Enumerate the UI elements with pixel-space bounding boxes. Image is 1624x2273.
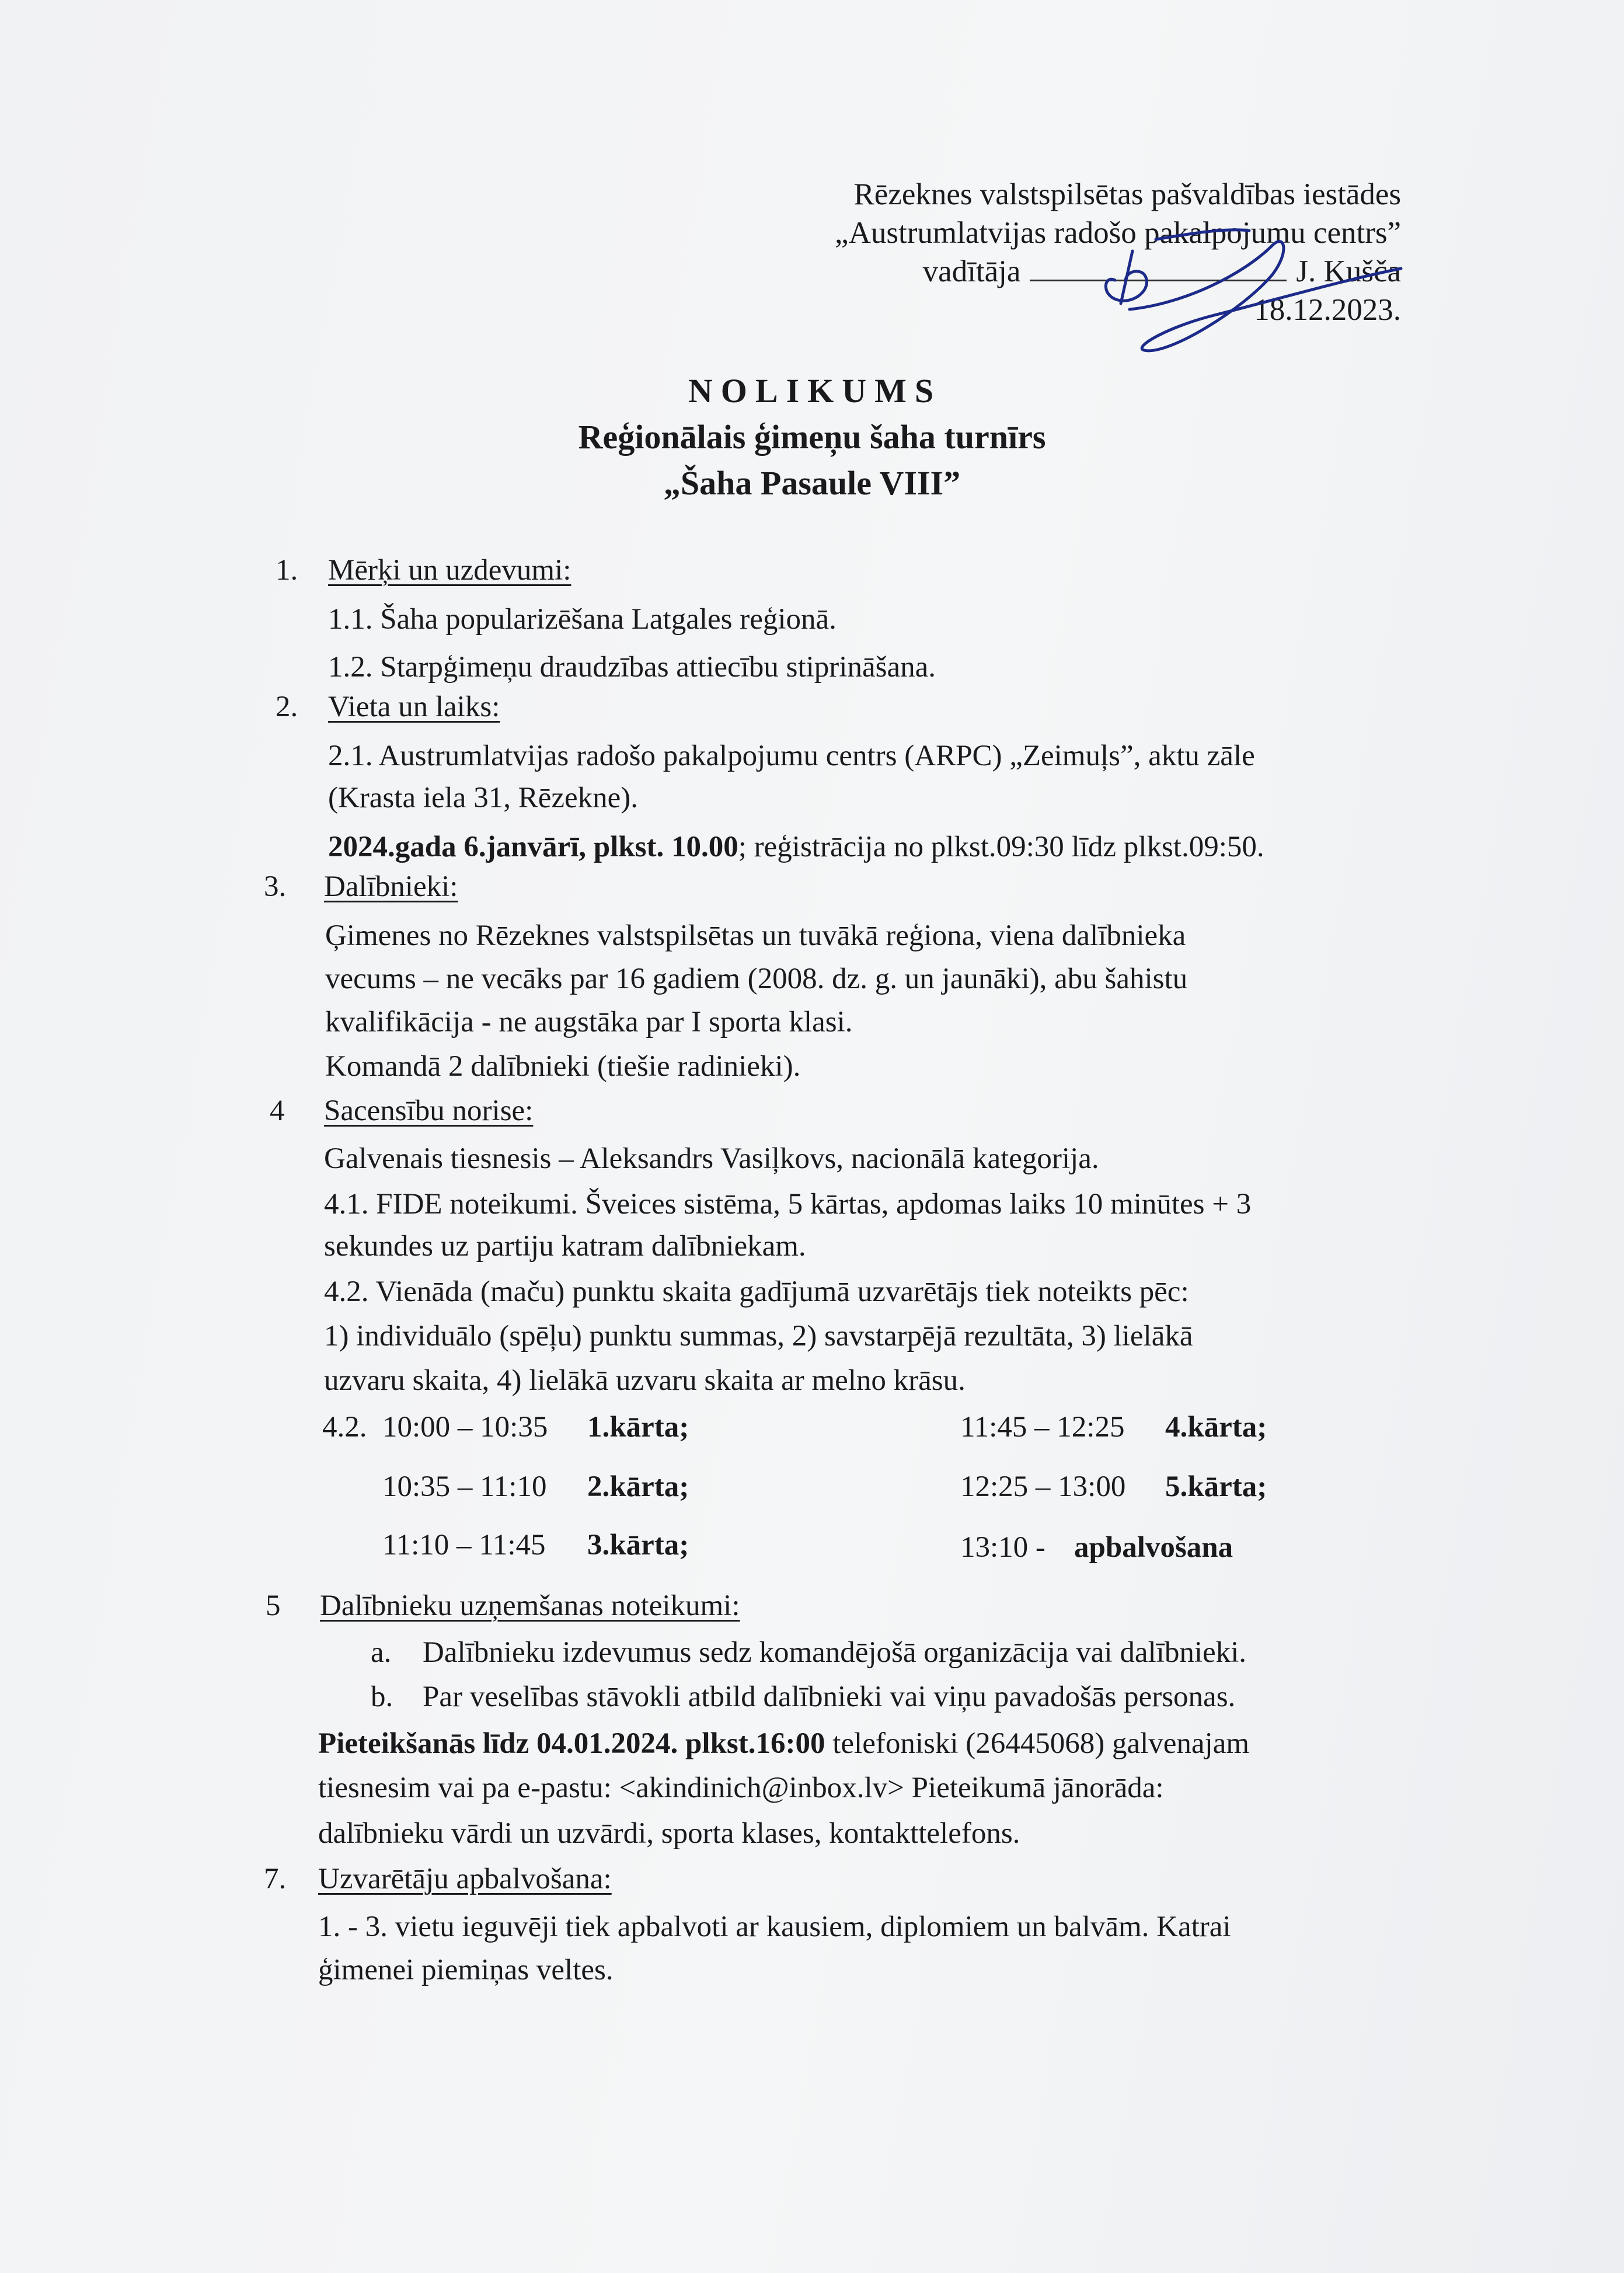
section-3-line-1: Ģimenes no Rēzeknes valstspilsētas un tuvākā reģiona, viena dalībnieka	[325, 919, 1186, 952]
section-4-rules-1: 4.1. FIDE noteikumi. Šveices sistēma, 5 kārtas, apdomas laiks 10 minūtes + 3	[324, 1188, 1252, 1221]
section-3-line-4: Komandā 2 dalībnieki (tiešie radinieki).	[325, 1050, 801, 1083]
application-phone: telefoniski (26445068) galvenajam	[825, 1727, 1250, 1760]
section-5-item-b: Par veselības stāvokli atbild dalībnieki vai viņu pavadošās personas.	[423, 1681, 1236, 1713]
schedule-time-awards: 13:10 -	[960, 1531, 1046, 1564]
section-7-line-2: ģimenei piemiņas veltes.	[318, 1954, 614, 1986]
section-4-tiebreak-3: uzvaru skaita, 4) lielākā uzvaru skaita ar melno krāsu.	[324, 1364, 966, 1397]
section-5-requirements-line: dalībnieku vārdi un uzvārdi, sporta klases, kontakttelefons.	[318, 1817, 1020, 1850]
section-4-tiebreak-2: 1) individuālo (spēļu) punktu summas, 2) savstarpējā rezultāta, 3) lielākā	[324, 1320, 1193, 1352]
section-3-heading: Dalībnieki:	[324, 870, 458, 903]
section-2-number: 2.	[276, 691, 298, 723]
section-7-line-1: 1. - 3. vietu ieguvēji tiek apbalvoti ar kausiem, diplomiem un balvām. Katrai	[318, 1911, 1231, 1943]
section-1-heading: Mērķi un uzdevumi:	[328, 554, 571, 587]
schedule-time-3: 11:10 – 11:45	[382, 1529, 546, 1561]
section-5-heading: Dalībnieku uzņemšanas noteikumi:	[320, 1589, 740, 1622]
document-subtitle: Reģionālais ģimeņu šaha turnīrs	[578, 418, 1046, 456]
section-4-number: 4	[270, 1094, 285, 1127]
section-3-line-2: vecums – ne vecāks par 16 gadiem (2008. dz. g. un jaunāki), abu šahistu	[325, 963, 1188, 995]
section-4-rules-2: sekundes uz partiju katram dalībniekam.	[324, 1230, 806, 1263]
approval-centre: „Austrumlatvijas radošo pakalpojumu centrs”	[835, 216, 1401, 250]
schedule-prefix: 4.2.	[322, 1411, 367, 1444]
section-1-number: 1.	[276, 554, 298, 587]
registration-time: ; reģistrācija no plkst.09:30 līdz plkst.09:50.	[738, 831, 1264, 863]
section-5-mark-b: b.	[371, 1681, 393, 1713]
approval-position: vadītāja	[922, 255, 1021, 288]
application-deadline: Pieteikšanās līdz 04.01.2024. plkst.16:00	[318, 1727, 825, 1760]
schedule-round-5: 5.kārta;	[1165, 1470, 1267, 1503]
schedule-time-2: 10:35 – 11:10	[382, 1470, 547, 1503]
section-4-tiebreak-1: 4.2. Vienāda (maču) punktu skaita gadījumā uzvarētājs tiek noteikts pēc:	[324, 1275, 1189, 1308]
section-1-item-1: 1.1. Šaha popularizēšana Latgales reģionā.	[328, 603, 837, 636]
document-heading: NOLIKUMS	[688, 372, 942, 410]
schedule-round-2: 2.kārta;	[587, 1470, 689, 1503]
approval-date: 18.12.2023.	[1254, 293, 1401, 327]
event-date: 2024.gada 6.janvārī, plkst. 10.00	[328, 831, 738, 863]
schedule-time-4: 11:45 – 12:25	[960, 1411, 1125, 1444]
section-5-application-line	[318, 1725, 1249, 1762]
schedule-time-1: 10:00 – 10:35	[382, 1411, 548, 1444]
section-2-heading: Vieta un laiks:	[328, 691, 500, 723]
schedule-round-4: 4.kārta;	[1165, 1411, 1267, 1444]
approval-name: J. Kušča	[1296, 255, 1401, 288]
section-5-number: 5	[266, 1589, 281, 1622]
section-7-number: 7.	[264, 1863, 287, 1895]
approval-institution: Rēzeknes valstspilsētas pašvaldības iestādes	[853, 177, 1401, 211]
schedule-time-5: 12:25 – 13:00	[960, 1470, 1126, 1503]
section-2-address: (Krasta iela 31, Rēzekne).	[328, 782, 638, 814]
section-2-item-1: 2.1. Austrumlatvijas radošo pakalpojumu centrs (ARPC) „Zeimuļs”, aktu zāle	[328, 740, 1255, 772]
schedule-awards: apbalvošana	[1074, 1531, 1233, 1564]
section-7-heading: Uzvarētāju apbalvošana:	[318, 1863, 612, 1895]
section-4-chief-judge: Galvenais tiesnesis – Aleksandrs Vasiļkovs, nacionālā kategorija.	[324, 1142, 1099, 1175]
section-2-date-line	[328, 829, 1264, 865]
schedule-round-3: 3.kārta;	[587, 1529, 689, 1561]
event-name: „Šaha Pasaule VIII”	[663, 464, 961, 502]
section-1-item-2: 1.2. Starpģimeņu draudzības attiecību stiprināšana.	[328, 651, 936, 684]
schedule-round-1: 1.kārta;	[587, 1411, 689, 1444]
section-5-item-a: Dalībnieku izdevumus sedz komandējošā organizācija vai dalībnieki.	[423, 1636, 1247, 1669]
section-5-email-line: tiesnesim vai pa e-pastu: <akindinich@inbox.lv> Pieteikumā jānorāda:	[318, 1772, 1164, 1804]
section-3-line-3: kvalifikācija - ne augstāka par I sporta klasi.	[325, 1006, 853, 1038]
section-4-heading: Sacensību norise:	[324, 1094, 534, 1127]
section-3-number: 3.	[264, 870, 287, 903]
section-5-mark-a: a.	[371, 1636, 392, 1669]
